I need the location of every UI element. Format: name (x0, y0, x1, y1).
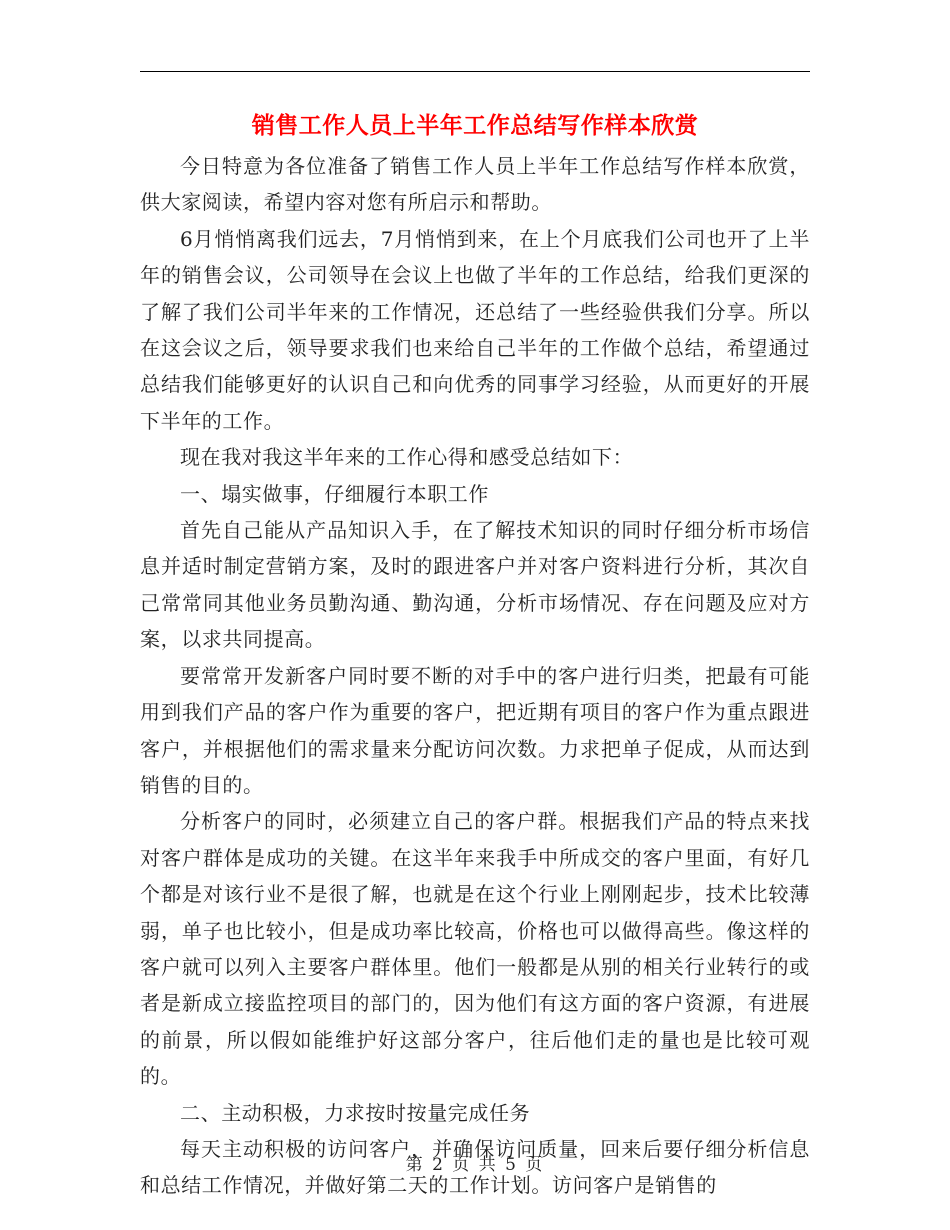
document-title: 销售工作人员上半年工作总结写作样本欣赏 (251, 113, 699, 139)
paragraph-section1-a: 首先自己能从产品知识入手，在了解技术知识的同时仔细分析市场信息并适时制定营销方案，及时的跟进客户并对客户资料进行分析，其次自己常常同其他业务员勤沟通、勤沟通，分析市场情况、存在问题及应对方案，以求共同提高。 (140, 518, 810, 652)
section-heading-1: 一、塌实做事，仔细履行本职工作 (180, 481, 489, 506)
paragraph-background: 6月悄悄离我们远去，7月悄悄到来，在上个月底我们公司也开了上半年的销售会议，公司领导在会议上也做了半年的工作总结，给我们更深的了解了我们公司半年来的工作情况，还总结了一些经验供我们分享。所以在这会议之后，领导要求我们也来给自己半年的工作做个总结，希望通过总结我们能够更好的认识自己和向优秀的同事学习经验，从而更好的开展下半年的工作。 (140, 226, 810, 433)
page-number-footer: 第 2 页 共 5 页 (405, 1155, 545, 1175)
section-heading-2: 二、主动积极，力求按时按量完成任务 (180, 1100, 531, 1125)
paragraph-section2-a: 每天主动积极的访问客户，并确保访问质量，回来后要仔细分析信息和总结工作情况，并做好第二天的工作计划。访问客户是销售的 (140, 1136, 810, 1198)
header-divider (140, 71, 810, 72)
paragraph-section1-c: 分析客户的同时，必须建立自己的客户群。根据我们产品的特点来找对客户群体是成功的关键。在这半年来我手中所成交的客户里面，有好几个都是对该行业不是很了解，也就是在这个行业上刚刚起步，技术比较薄弱，单子也比较小，但是成功率比较高，价格也可以做得高些。像这样的客户就可以列入主要客户群体里。他们一般都是从别的相关行业转行的或者是新成立接监控项目的部门的，因为他们有这方面的客户资源，有进展的前景，所以假如能维护好这部分客户，往后他们走的量也是比较可观的。 (140, 809, 810, 1089)
paragraph-intro: 今日特意为各位准备了销售工作人员上半年工作总结写作样本欣赏，供大家阅读，希望内容对您有所启示和帮助。 (140, 154, 810, 215)
paragraph-summary-lead: 现在我对我这半年来的工作心得和感受总结如下： (180, 445, 634, 470)
document-body (140, 148, 810, 1204)
paragraph-section1-b: 要常常开发新客户同时要不断的对手中的客户进行归类，把最有可能用到我们产品的客户作为重要的客户，把近期有项目的客户作为重点跟进客户，并根据他们的需求量来分配访问次数。力求把单子促成，从而达到销售的目的。 (140, 663, 810, 797)
